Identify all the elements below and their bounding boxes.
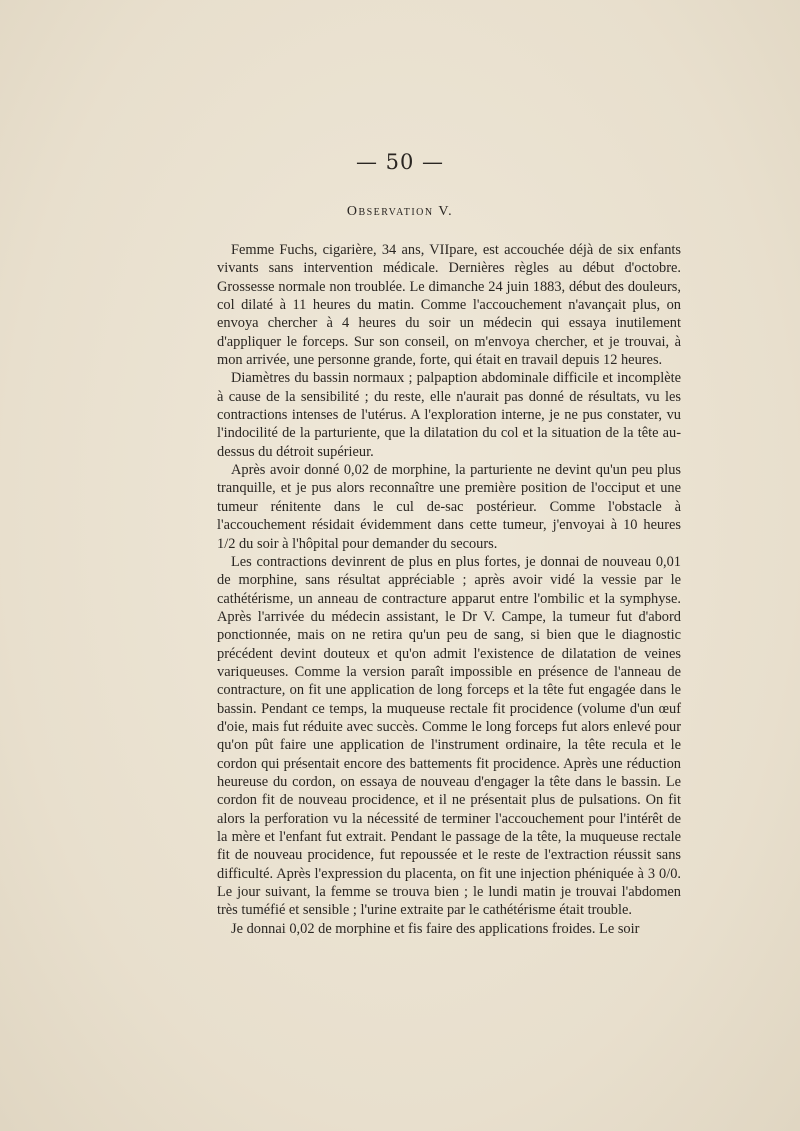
paragraph-2: Diamètres du bassin normaux ; palpaption abdominale difficile et incomplète à cause de la sensibilité ; du reste, elle n'aurait pas donné de résultats, vu les contractions intenses de l'utérus. A l'exploration interne, je ne pus constater, vu l'indocilité de la parturiente, que la dilatation du col et la situation de la tête au-dessus du détroit supérieur. — [217, 370, 681, 460]
body-text — [217, 241, 681, 938]
paragraph-5: Je donnai 0,02 de morphine et fis faire des applications froides. Le soir — [231, 920, 640, 937]
paragraph-1: Femme Fuchs, cigarière, 34 ans, VIIpare, est accouchée déjà de six enfants vivants sans intervention médicale. Dernières règles au début d'octobre. Grossesse normale non troublée. Le dimanche 24 juin 1883, début des douleurs, col dilaté à 11 heures du matin. Comme l'accouchement n'avançait plus, on envoya chercher à 4 heures du soir un médecin qui essaya inutilement d'appliquer le forceps. Sur son conseil, on m'envoya chercher, et je trouvai, à mon arrivée, une personne grande, forte, qui était en travail depuis 12 heures. — [217, 242, 681, 369]
paragraph-3: Après avoir donné 0,02 de morphine, la parturiente ne devint qu'un peu plus tranquille, et je pus alors reconnaître une première position de l'occiput et une tumeur rénitente dans le cul de-sac postérieur. Comme l'obstacle à l'accouchement résidait évidemment dans cette tumeur, j'envoyai à 10 heures 1/2 du soir à l'hôpital pour demander du secours. — [217, 462, 681, 552]
section-heading: Observation V. — [346, 204, 454, 219]
page-number: — 50 — — [355, 150, 445, 174]
paragraph-4: Les contractions devinrent de plus en plus fortes, je donnai de nouveau 0,01 de morphine, sans résultat appréciable ; après avoir vidé la vessie par le cathétérisme, un anneau de contracture apparut entre l'ombilic et la symphyse. Après l'arrivée du médecin assistant, le Dr V. Campe, la tumeur fut d'abord ponctionnée, mais on ne retira qu'un peu de sang, si bien que le diagnostic précédent devint douteux et qu'on admit l'existence de dilatation de veines variqueuses. Comme la version paraît impossible en présence de l'anneau de contracture, on fit une application de long forceps et la tête fut engagée dans le bassin. Pendant ce temps, la muqueuse rectale fit procidence (volume d'un œuf d'oie, mais fut réduite avec succès. Comme le long forceps fut alors enlevé pour qu'on pût faire une application de l'instrument ordinaire, la tête recula et le cordon qui présentait encore des battements fit procidence. Après une réduction heureuse du cordon, on essaya de nouveau d'engager la tête dans le bassin. Le cordon fit de nouveau procidence, et il ne présentait plus de pulsations. On fit alors la perforation vu la nécessité de terminer l'accouchement pour l'intérêt de la mère et l'enfant fut extrait. Pendant le passage de la tête, la muqueuse rectale fit de nouveau procidence, fut repoussée et le reste de l'extraction réussit sans difficulté. Après l'expression du placenta, on fit une injection phéniquée à 3 0/0. Le jour suivant, la femme se trouva bien ; le lundi matin je trouvai l'abdomen très tuméfié et sensible ; l'urine extraite par le cathétérisme était trouble. — [217, 553, 681, 919]
